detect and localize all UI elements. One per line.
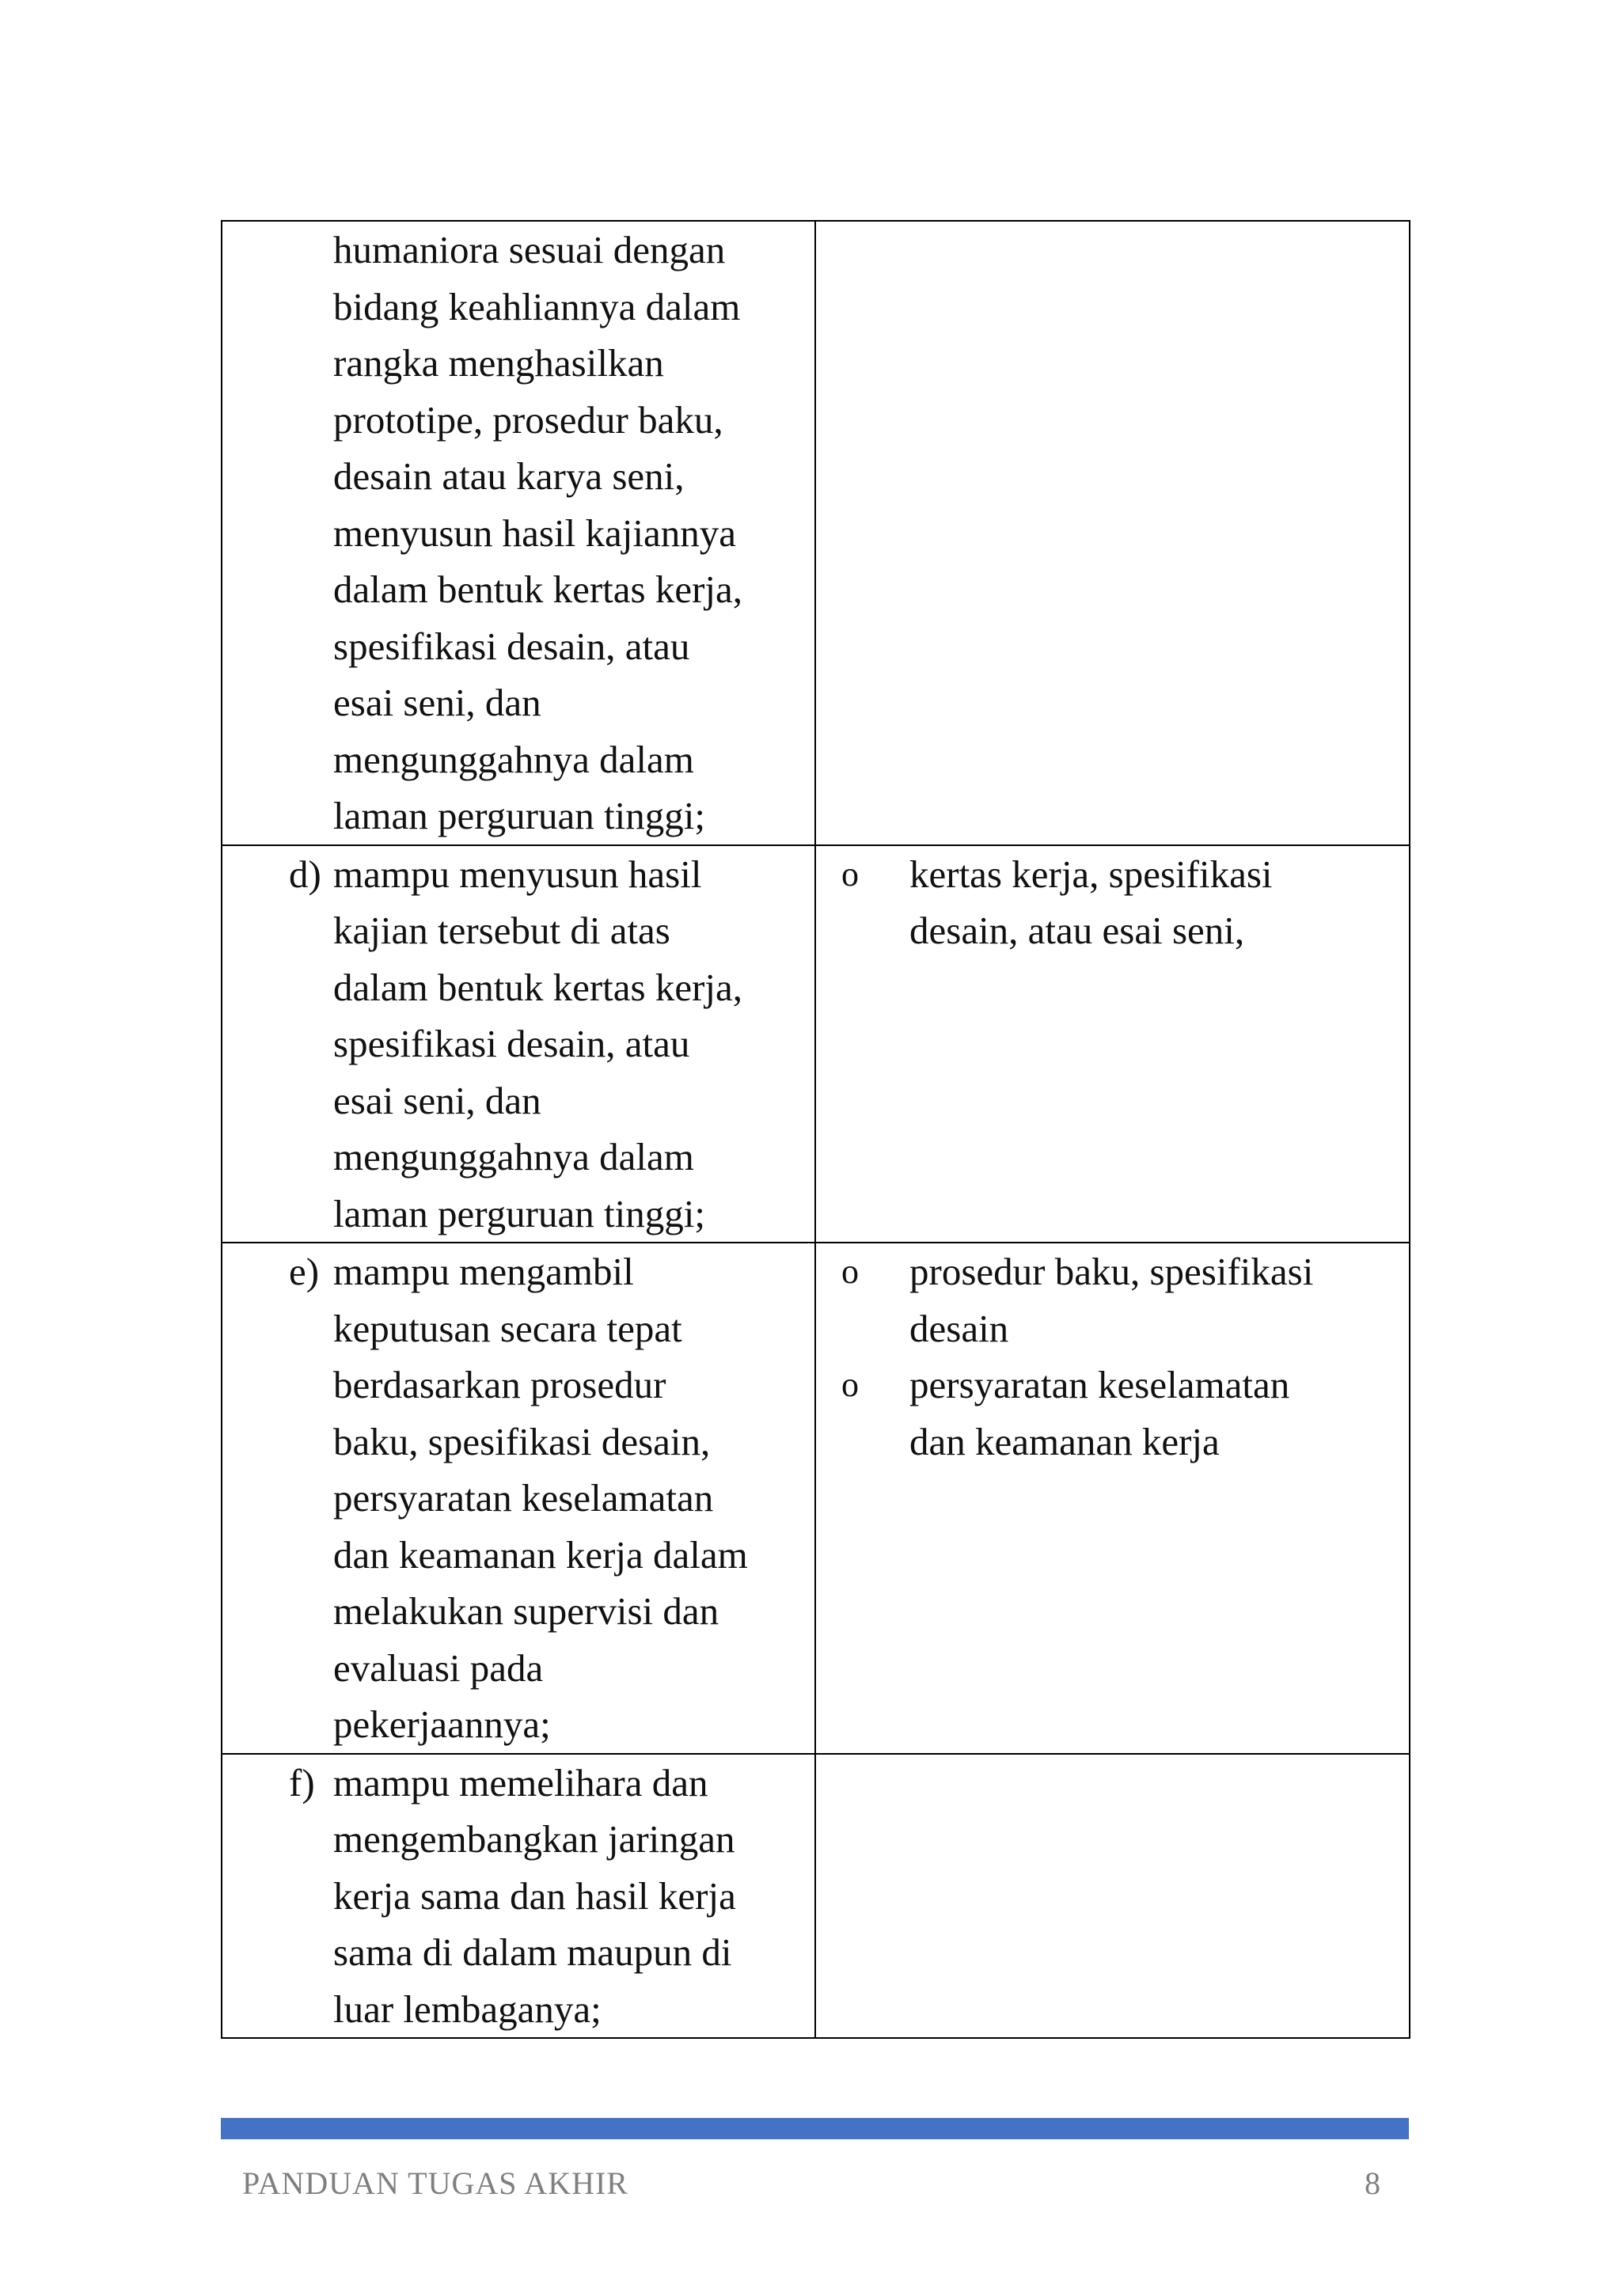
table-row [222,1243,1410,1754]
competency-text: mampu menyusun hasil kajian tersebut di atas dalam bentuk kertas kerja, spesifikasi desain, atau esai seni, dan mengunggahnya dalam laman perguruan tinggi; [333,852,743,1235]
competency-cell [222,1243,815,1754]
output-text: persyaratan keselamatan dan keamanan kerja [909,1363,1290,1463]
footer-title: PANDUAN TUGAS AKHIR [242,2165,628,2201]
output-cell [815,1754,1410,2039]
competency-text: mampu memelihara dan mengembangkan jaringan kerja sama dan hasil kerja sama di dalam maupun di luar lembaganya; [333,1760,736,2031]
output-cell [815,845,1410,1243]
competency-cell [222,1754,815,2039]
competency-cell [222,845,815,1243]
output-text: prosedur baku, spesifikasi desain [909,1250,1314,1350]
output-text: kertas kerja, spesifikasi desain, atau esai seni, [909,852,1273,952]
footer-divider-bar [221,2118,1409,2139]
bullet-icon: o [841,854,859,894]
output-cell [815,1243,1410,1754]
bullet-icon: o [841,1252,859,1291]
competency-text: humaniora sesuai dengan bidang keahliannya dalam rangka menghasilkan prototipe, prosedur baku, desain atau karya seni, menyusun hasil kajiannya dalam bentuk kertas kerja, spesifikasi desain, atau esai seni, dan mengunggahnya dalam laman perguruan tinggi; [333,228,743,837]
list-item [816,1357,1409,1470]
item-marker: e) [289,1250,320,1293]
item-marker: d) [289,852,321,896]
item-marker [222,222,333,844]
page-number: 8 [1365,2165,1380,2201]
list-item [816,846,1409,959]
bullet-icon: o [841,1365,859,1404]
table-row [222,845,1410,1243]
table-row [222,1754,1410,2039]
table-row [222,221,1410,845]
list-item [816,1243,1409,1357]
competency-cell [222,221,815,845]
item-marker: f) [289,1760,315,1805]
competency-text: mampu mengambil keputusan secara tepat berdasarkan prosedur baku, spesifikasi desain, persyaratan keselamatan dan keamanan kerja dalam melakukan supervisi dan evaluasi pada pekerjaannya; [333,1250,748,1746]
competency-table [221,220,1410,2039]
output-cell [815,221,1410,845]
